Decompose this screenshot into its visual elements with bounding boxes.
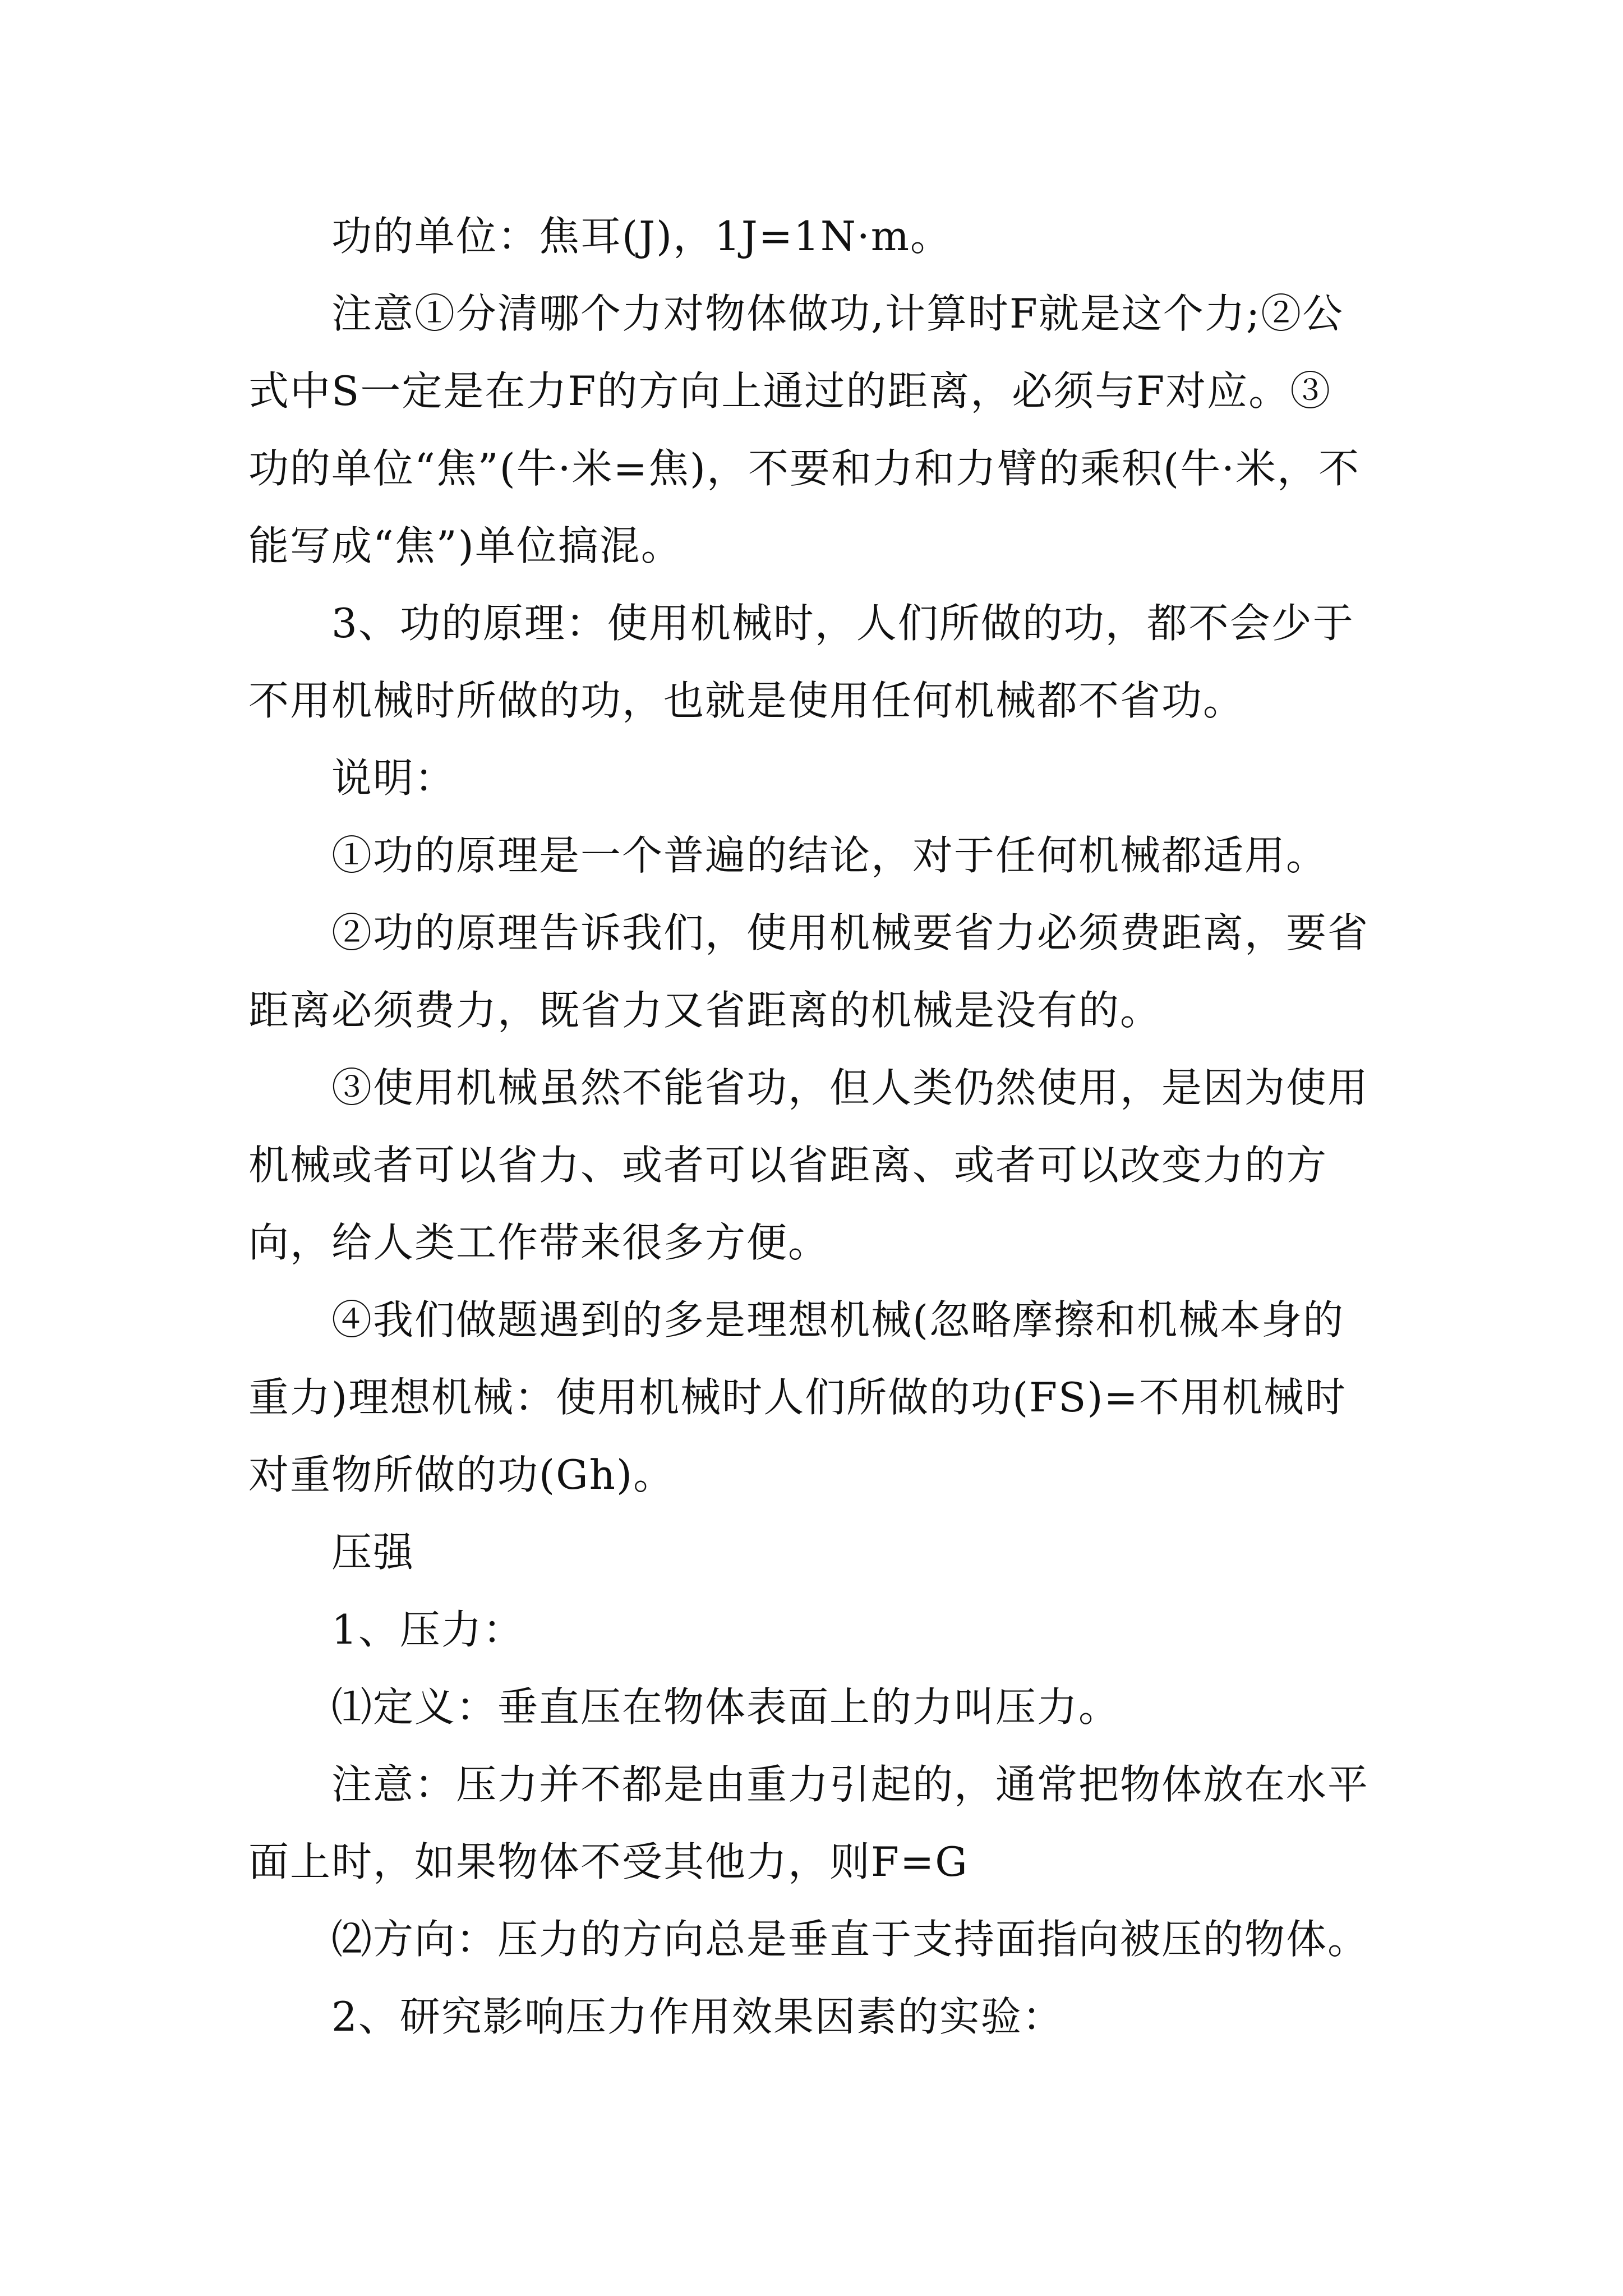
paragraph-pressure-direction: ⑵方向：压力的方向总是垂直于支持面指向被压的物体。 (331, 1916, 1370, 1963)
document-body (248, 197, 1370, 2055)
paragraph-pressure-note: 注意：压力并不都是由重力引起的，通常把物体放在水平面上时，如果物体不受其他力，则F=G (248, 1761, 1370, 1885)
paragraph-explanation-4: ④我们做题遇到的多是理想机械(忽略摩擦和机械本身的重力)理想机械：使用机械时人们所做的功(FS)=不用机械时对重物所做的功(Gh)。 (248, 1296, 1347, 1498)
paragraph-work-principle: 3、功的原理：使用机械时，人们所做的功，都不会少于不用机械时所做的功，也就是使用任何机械都不省功。 (248, 600, 1354, 724)
paragraph-explanation-1: ①功的原理是一个普遍的结论，对于任何机械都适用。 (331, 832, 1328, 879)
paragraph-pressure-experiment: 2、研究影响压力作用效果因素的实验： (331, 1993, 1064, 2040)
paragraph-pressure-definition: ⑴定义：垂直压在物体表面上的力叫压力。 (331, 1683, 1121, 1731)
paragraph-explanation-heading: 说明： (331, 754, 457, 802)
paragraph-pressure-force-heading: 1、压力： (331, 1606, 524, 1653)
section-heading-pressure: 压强 (331, 1529, 415, 1576)
paragraph-explanation-2: ②功的原理告诉我们，使用机械要省力必须费距离，要省距离必须费力，既省力又省距离的机械是没有的。 (248, 909, 1370, 1034)
paragraph-work-notes: 注意①分清哪个力对物体做功,计算时F就是这个力;②公式中S一定是在力F的方向上通过的距离，必须与F对应。③功的单位“焦”(牛·米=焦)，不要和力和力臂的乘积(牛·米，不能写成“焦”)单位搞混。 (248, 290, 1360, 569)
paragraph-work-unit: 功的单位：焦耳(J)，1J=1N·m。 (331, 213, 952, 260)
paragraph-explanation-3: ③使用机械虽然不能省功，但人类仍然使用，是因为使用机械或者可以省力、或者可以省距离、或者可以改变力的方向，给人类工作带来很多方便。 (248, 1064, 1370, 1266)
